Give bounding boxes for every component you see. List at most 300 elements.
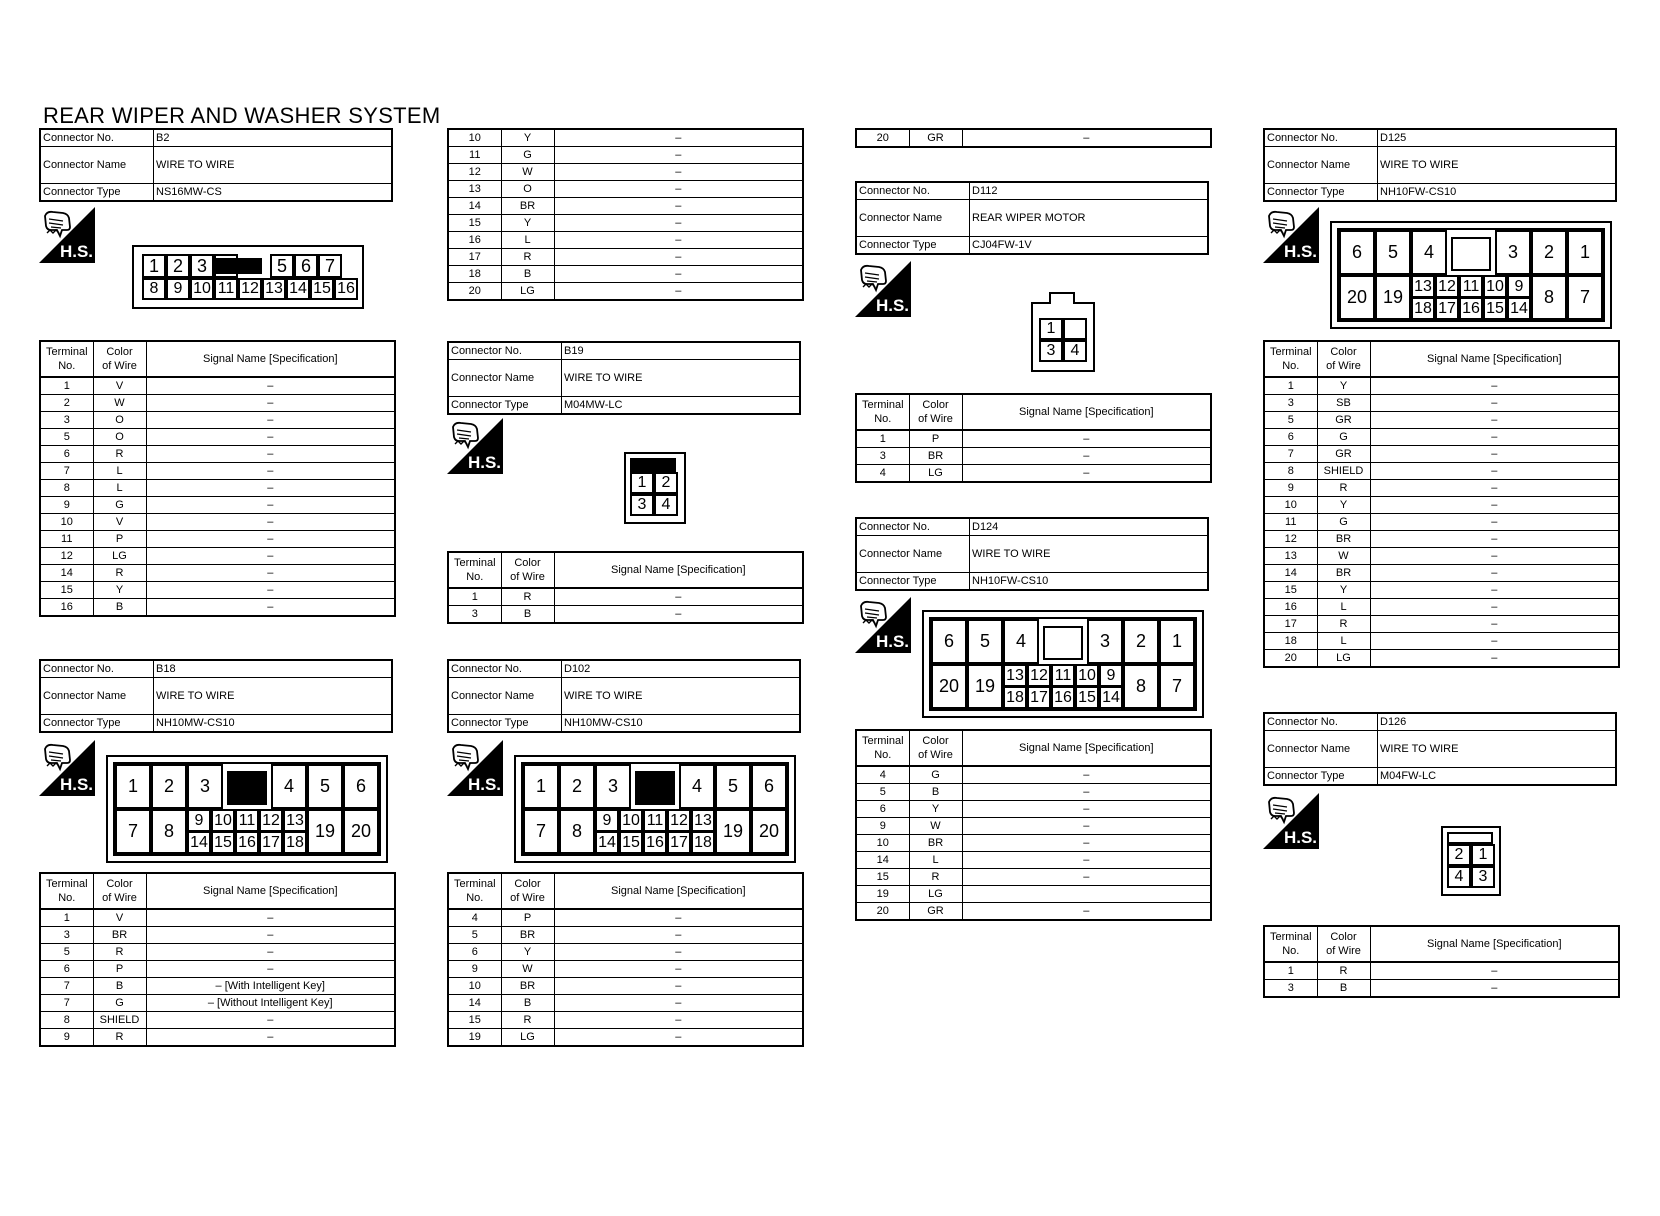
terminal-no-cell: 17: [1264, 616, 1317, 633]
terminal-no-cell: 6: [856, 801, 909, 818]
wire-color-cell: BR: [909, 448, 962, 465]
connector-face-b19: [624, 452, 686, 524]
table-row: [1264, 429, 1619, 446]
connector-face-d125: [1330, 221, 1612, 329]
connector-no-value: B18: [154, 660, 393, 678]
harness-side-icon: [447, 418, 503, 474]
connector-pin: 1: [1039, 318, 1063, 340]
terminal-no-cell: 19: [448, 1029, 501, 1047]
table-row: [448, 961, 803, 978]
wire-color-cell: Y: [1317, 582, 1370, 599]
connector-pin: 17: [259, 831, 283, 854]
connector-pin: 3: [595, 764, 631, 809]
terminal-no-cell: 16: [40, 599, 93, 617]
connector-no-value: D112: [970, 182, 1209, 200]
connector-pin: 4: [679, 764, 715, 809]
signal-name-cell: –: [962, 801, 1211, 818]
terminal-no-cell: 8: [40, 1012, 93, 1029]
connector-pin: 1: [115, 764, 151, 809]
connector-pin: 13: [262, 278, 286, 300]
connector-pin: 8: [1123, 664, 1159, 709]
connector-pin: 13: [691, 809, 715, 832]
connector-pin: 6: [343, 764, 379, 809]
terminal-table-d112: [855, 393, 1212, 483]
signal-name-cell: –: [146, 927, 395, 944]
wire-color-cell: B: [1317, 980, 1370, 998]
connector-pin: 2: [1123, 619, 1159, 664]
terminal-no-cell: 12: [448, 164, 501, 181]
signal-name-cell: –: [146, 1029, 395, 1047]
header-signal-name: Signal Name [Specification]: [146, 341, 395, 377]
connector-type-value: NH10FW-CS10: [970, 573, 1209, 591]
wire-color-cell: B: [93, 978, 146, 995]
signal-name-cell: –: [1370, 497, 1619, 514]
table-row: [1264, 377, 1619, 395]
header-color-of-wire: [909, 730, 962, 766]
wire-color-cell: R: [93, 446, 146, 463]
label-connector-name: Connector Name: [1264, 147, 1378, 184]
table-row: [448, 944, 803, 961]
header-color-line1: Color: [106, 878, 133, 890]
signal-name-cell: –: [146, 599, 395, 617]
wire-color-cell: SHIELD: [93, 1012, 146, 1029]
header-color-line1: Color: [1330, 346, 1357, 358]
connector-info-b18: [39, 659, 393, 733]
wire-color-cell: Y: [501, 129, 554, 147]
terminal-no-cell: 5: [856, 784, 909, 801]
connector-key-block: [635, 771, 675, 805]
table-row: [856, 852, 1211, 869]
terminal-no-cell: 9: [448, 961, 501, 978]
hs-label: H.S.: [1283, 828, 1317, 847]
connector-pin: 12: [1027, 664, 1051, 687]
table-row: [448, 249, 803, 266]
connector-key-block: [630, 458, 676, 472]
header-signal-name: Signal Name [Specification]: [1370, 926, 1619, 962]
signal-name-cell: –: [146, 446, 395, 463]
signal-name-cell: –: [146, 531, 395, 548]
connector-pin: 9: [595, 809, 619, 832]
terminal-no-cell: 4: [856, 465, 909, 483]
terminal-no-cell: 4: [856, 766, 909, 784]
signal-name-cell: –: [146, 909, 395, 927]
signal-name-cell: –: [146, 944, 395, 961]
table-row: [40, 565, 395, 582]
connector-face-b18: [106, 755, 388, 863]
wire-color-cell: L: [1317, 599, 1370, 616]
terminal-no-cell: 12: [1264, 531, 1317, 548]
terminal-no-cell: 11: [1264, 514, 1317, 531]
connector-pin: 8: [559, 809, 595, 854]
terminal-no-cell: 16: [1264, 599, 1317, 616]
hs-label: H.S.: [875, 296, 909, 315]
signal-name-cell: –: [146, 514, 395, 531]
connector-face-d112: [1031, 302, 1095, 372]
connector-pin: 4: [1447, 866, 1471, 888]
signal-name-cell: –: [962, 903, 1211, 921]
connector-info-d102: [447, 659, 801, 733]
signal-name-cell: –: [554, 266, 803, 283]
terminal-no-cell: 10: [448, 978, 501, 995]
label-connector-no: Connector No.: [1264, 713, 1378, 731]
table-row: [448, 266, 803, 283]
signal-name-cell: –: [1370, 633, 1619, 650]
header-terminal-no: [448, 552, 501, 588]
table-row: [856, 835, 1211, 852]
wire-color-cell: Y: [1317, 377, 1370, 395]
table-row: [40, 377, 395, 395]
table-row: [1264, 395, 1619, 412]
hs-label: H.S.: [59, 775, 93, 794]
wire-color-cell: BR: [1317, 531, 1370, 548]
connector-pin: 3: [190, 254, 214, 278]
header-color-line2: of Wire: [1326, 360, 1361, 372]
wire-color-cell: GR: [909, 129, 962, 147]
wire-color-cell: BR: [1317, 565, 1370, 582]
connector-pin: 2: [166, 254, 190, 278]
signal-name-cell: –: [146, 565, 395, 582]
connector-pin: 4: [1411, 230, 1447, 275]
wire-color-cell: W: [93, 395, 146, 412]
wire-color-cell: B: [93, 599, 146, 617]
connector-pin: 9: [1507, 275, 1531, 298]
connector-pin: 18: [1411, 297, 1435, 320]
terminal-no-cell: 10: [856, 835, 909, 852]
connector-name-value: WIRE TO WIRE: [154, 147, 393, 184]
signal-name-cell: –: [962, 869, 1211, 886]
connector-pin: 12: [1435, 275, 1459, 298]
table-row: [448, 232, 803, 249]
header-terminal-no: [40, 341, 93, 377]
header-color-line2: of Wire: [1326, 945, 1361, 957]
connector-pin: 17: [667, 831, 691, 854]
terminal-no-cell: 14: [448, 198, 501, 215]
connector-pin: 3: [187, 764, 223, 809]
terminal-no-cell: 3: [40, 927, 93, 944]
terminal-no-cell: 11: [448, 147, 501, 164]
wire-color-cell: SB: [1317, 395, 1370, 412]
terminal-no-cell: 13: [448, 181, 501, 198]
connector-pin: 10: [1483, 275, 1507, 298]
table-row: [448, 606, 803, 624]
header-color-line2: of Wire: [918, 413, 953, 425]
connector-pin: 20: [1339, 275, 1375, 320]
page-title: REAR WIPER AND WASHER SYSTEM: [43, 103, 441, 128]
terminal-no-cell: 6: [448, 944, 501, 961]
header-terminal-no: [40, 873, 93, 909]
table-row: [40, 480, 395, 497]
terminal-no-cell: 9: [1264, 480, 1317, 497]
label-connector-name: Connector Name: [40, 147, 154, 184]
wire-color-cell: Y: [1317, 497, 1370, 514]
header-terminal-line1: Terminal: [453, 557, 496, 569]
wire-color-cell: LG: [909, 886, 962, 903]
wire-color-cell: R: [1317, 480, 1370, 497]
connector-pin: 3: [1039, 340, 1063, 362]
wire-color-cell: V: [93, 514, 146, 531]
connector-pin: 1: [1471, 844, 1495, 866]
terminal-table-d102: [447, 872, 804, 1047]
connector-pin: 2: [559, 764, 595, 809]
wire-color-cell: V: [93, 909, 146, 927]
header-color-line1: Color: [1330, 931, 1357, 943]
harness-side-icon: [1263, 793, 1319, 849]
terminal-no-cell: 9: [40, 1029, 93, 1047]
header-color-line1: Color: [514, 557, 541, 569]
label-connector-no: Connector No.: [1264, 129, 1378, 147]
terminal-table-b2: [39, 340, 396, 617]
table-row: [1264, 616, 1619, 633]
terminal-no-cell: 1: [448, 588, 501, 606]
table-row: [40, 395, 395, 412]
wire-color-cell: GR: [909, 903, 962, 921]
table-row: [856, 465, 1211, 483]
signal-name-cell: –: [146, 961, 395, 978]
connector-type-value: M04FW-LC: [1378, 768, 1617, 786]
label-connector-type: Connector Type: [40, 184, 154, 202]
terminal-no-cell: 16: [448, 232, 501, 249]
wire-color-cell: W: [501, 164, 554, 181]
table-row: [40, 463, 395, 480]
connector-type-value: CJ04FW-1V: [970, 237, 1209, 255]
header-terminal-line2: No.: [874, 749, 892, 761]
header-terminal-line2: No.: [58, 360, 76, 372]
signal-name-cell: –: [1370, 514, 1619, 531]
terminal-table-b18: [39, 872, 396, 1047]
wire-color-cell: BR: [501, 978, 554, 995]
table-row: [448, 909, 803, 927]
terminal-no-cell: 14: [1264, 565, 1317, 582]
terminal-no-cell: 10: [448, 129, 501, 147]
header-color-of-wire: [501, 552, 554, 588]
terminal-table-d102cont: [855, 128, 1212, 148]
wire-color-cell: Y: [93, 582, 146, 599]
signal-name-cell: –: [554, 995, 803, 1012]
table-row: [856, 903, 1211, 921]
table-row: [448, 283, 803, 301]
wire-color-cell: L: [93, 480, 146, 497]
table-row: [1264, 980, 1619, 998]
header-color-line2: of Wire: [510, 571, 545, 583]
table-row: [448, 588, 803, 606]
table-row: [448, 164, 803, 181]
signal-name-cell: –: [962, 448, 1211, 465]
connector-type-value: NH10MW-CS10: [154, 715, 393, 733]
signal-name-cell: –: [1370, 980, 1619, 998]
connector-pin: 14: [595, 831, 619, 854]
connector-pin: 2: [654, 472, 678, 494]
table-row: [448, 181, 803, 198]
connector-name-value: WIRE TO WIRE: [1378, 731, 1617, 768]
connector-name-value: WIRE TO WIRE: [562, 678, 801, 715]
signal-name-cell: – [With Intelligent Key]: [146, 978, 395, 995]
connector-pin: 16: [1459, 297, 1483, 320]
connector-pin: 13: [283, 809, 307, 832]
connector-inner-frame: [521, 762, 789, 856]
connector-name-value: REAR WIPER MOTOR: [970, 200, 1209, 237]
signal-name-cell: –: [1370, 599, 1619, 616]
wire-color-cell: LG: [909, 465, 962, 483]
header-terminal-line2: No.: [466, 571, 484, 583]
connector-pin: 9: [166, 278, 190, 300]
connector-pin: 14: [1099, 686, 1123, 709]
signal-name-cell: –: [146, 497, 395, 514]
terminal-no-cell: 1: [1264, 377, 1317, 395]
table-row: [856, 784, 1211, 801]
connector-pin: 8: [151, 809, 187, 854]
connector-pin: 8: [142, 278, 166, 300]
terminal-no-cell: 4: [448, 909, 501, 927]
signal-name-cell: –: [962, 430, 1211, 448]
label-connector-no: Connector No.: [40, 129, 154, 147]
connector-pin: 18: [691, 831, 715, 854]
header-color-line1: Color: [106, 346, 133, 358]
terminal-no-cell: 14: [448, 995, 501, 1012]
header-color-line2: of Wire: [918, 749, 953, 761]
wire-color-cell: W: [909, 818, 962, 835]
header-color-of-wire: [1317, 926, 1370, 962]
table-row: [448, 1029, 803, 1047]
wire-color-cell: G: [93, 995, 146, 1012]
signal-name-cell: [962, 886, 1211, 903]
signal-name-cell: –: [146, 429, 395, 446]
wire-color-cell: R: [909, 869, 962, 886]
connector-pin: 11: [1051, 664, 1075, 687]
terminal-no-cell: 3: [1264, 395, 1317, 412]
table-row: [448, 927, 803, 944]
label-connector-type: Connector Type: [40, 715, 154, 733]
table-row: [448, 978, 803, 995]
table-row: [40, 599, 395, 617]
terminal-no-cell: 11: [40, 531, 93, 548]
signal-name-cell: –: [962, 835, 1211, 852]
connector-pin: 6: [1339, 230, 1375, 275]
connector-no-value: B2: [154, 129, 393, 147]
table-row: [856, 801, 1211, 818]
connector-info-d126: [1263, 712, 1617, 786]
terminal-no-cell: 1: [40, 909, 93, 927]
signal-name-cell: –: [1370, 531, 1619, 548]
wire-color-cell: Y: [501, 215, 554, 232]
connector-inner-frame: [113, 762, 381, 856]
connector-pin: 1: [1567, 230, 1603, 275]
table-row: [1264, 446, 1619, 463]
connector-pin: 4: [1003, 619, 1039, 664]
signal-name-cell: –: [554, 606, 803, 624]
label-connector-name: Connector Name: [856, 200, 970, 237]
wire-color-cell: L: [93, 463, 146, 480]
table-row: [40, 1012, 395, 1029]
connector-pin: 9: [187, 809, 211, 832]
terminal-no-cell: 6: [40, 961, 93, 978]
connector-pin: 14: [286, 278, 310, 300]
table-row: [40, 514, 395, 531]
connector-pin: 2: [1531, 230, 1567, 275]
terminal-no-cell: 9: [40, 497, 93, 514]
table-row: [40, 548, 395, 565]
terminal-no-cell: 20: [856, 903, 909, 921]
header-terminal-line1: Terminal: [861, 735, 904, 747]
signal-name-cell: –: [554, 909, 803, 927]
signal-name-cell: –: [146, 463, 395, 480]
table-row: [40, 446, 395, 463]
connector-latch: [1049, 292, 1075, 304]
label-connector-no: Connector No.: [40, 660, 154, 678]
signal-name-cell: –: [962, 852, 1211, 869]
signal-name-cell: –: [554, 588, 803, 606]
table-row: [40, 944, 395, 961]
signal-name-cell: –: [1370, 446, 1619, 463]
header-color-of-wire: [93, 341, 146, 377]
wire-color-cell: L: [501, 232, 554, 249]
connector-key-block: [227, 771, 267, 805]
terminal-no-cell: 6: [40, 446, 93, 463]
header-signal-name: Signal Name [Specification]: [554, 873, 803, 909]
connector-pin: 18: [1003, 686, 1027, 709]
connector-pin: 16: [643, 831, 667, 854]
signal-name-cell: –: [554, 961, 803, 978]
wire-color-cell: R: [501, 588, 554, 606]
connector-info-d124: [855, 517, 1209, 591]
connector-pin: 5: [715, 764, 751, 809]
label-connector-no: Connector No.: [856, 518, 970, 536]
connector-type-value: NS16MW-CS: [154, 184, 393, 202]
terminal-no-cell: 15: [40, 582, 93, 599]
terminal-no-cell: 20: [1264, 650, 1317, 668]
wire-color-cell: P: [93, 961, 146, 978]
connector-face-b2: [132, 245, 364, 309]
terminal-no-cell: 1: [1264, 962, 1317, 980]
wire-color-cell: G: [93, 497, 146, 514]
connector-pin: 19: [967, 664, 1003, 709]
table-row: [856, 886, 1211, 903]
label-connector-name: Connector Name: [448, 360, 562, 397]
table-row: [1264, 565, 1619, 582]
connector-key-block: [1447, 832, 1493, 844]
terminal-no-cell: 1: [856, 430, 909, 448]
hs-label: H.S.: [875, 632, 909, 651]
table-row: [448, 129, 803, 147]
connector-name-value: WIRE TO WIRE: [154, 678, 393, 715]
hs-label: H.S.: [59, 242, 93, 261]
terminal-no-cell: 8: [40, 480, 93, 497]
terminal-no-cell: 18: [1264, 633, 1317, 650]
connector-pin: 20: [931, 664, 967, 709]
terminal-no-cell: 14: [856, 852, 909, 869]
connector-pin: 15: [211, 831, 235, 854]
wire-color-cell: B: [909, 784, 962, 801]
connector-no-value: D124: [970, 518, 1209, 536]
terminal-no-cell: 7: [40, 463, 93, 480]
header-color-line1: Color: [514, 878, 541, 890]
connector-face-d124: [922, 610, 1204, 718]
connector-pin: 10: [190, 278, 214, 300]
connector-face-d126: [1441, 826, 1501, 896]
label-connector-type: Connector Type: [448, 397, 562, 415]
header-color-of-wire: [501, 873, 554, 909]
connector-pin: 7: [318, 254, 342, 278]
connector-pin: 8: [1531, 275, 1567, 320]
header-terminal-line2: No.: [874, 413, 892, 425]
header-terminal-line2: No.: [1282, 945, 1300, 957]
signal-name-cell: –: [554, 215, 803, 232]
header-terminal-line1: Terminal: [861, 399, 904, 411]
header-terminal-no: [1264, 341, 1317, 377]
connector-name-value: WIRE TO WIRE: [1378, 147, 1617, 184]
harness-side-icon: [855, 261, 911, 317]
table-row: [1264, 514, 1619, 531]
header-terminal-line1: Terminal: [1269, 931, 1312, 943]
